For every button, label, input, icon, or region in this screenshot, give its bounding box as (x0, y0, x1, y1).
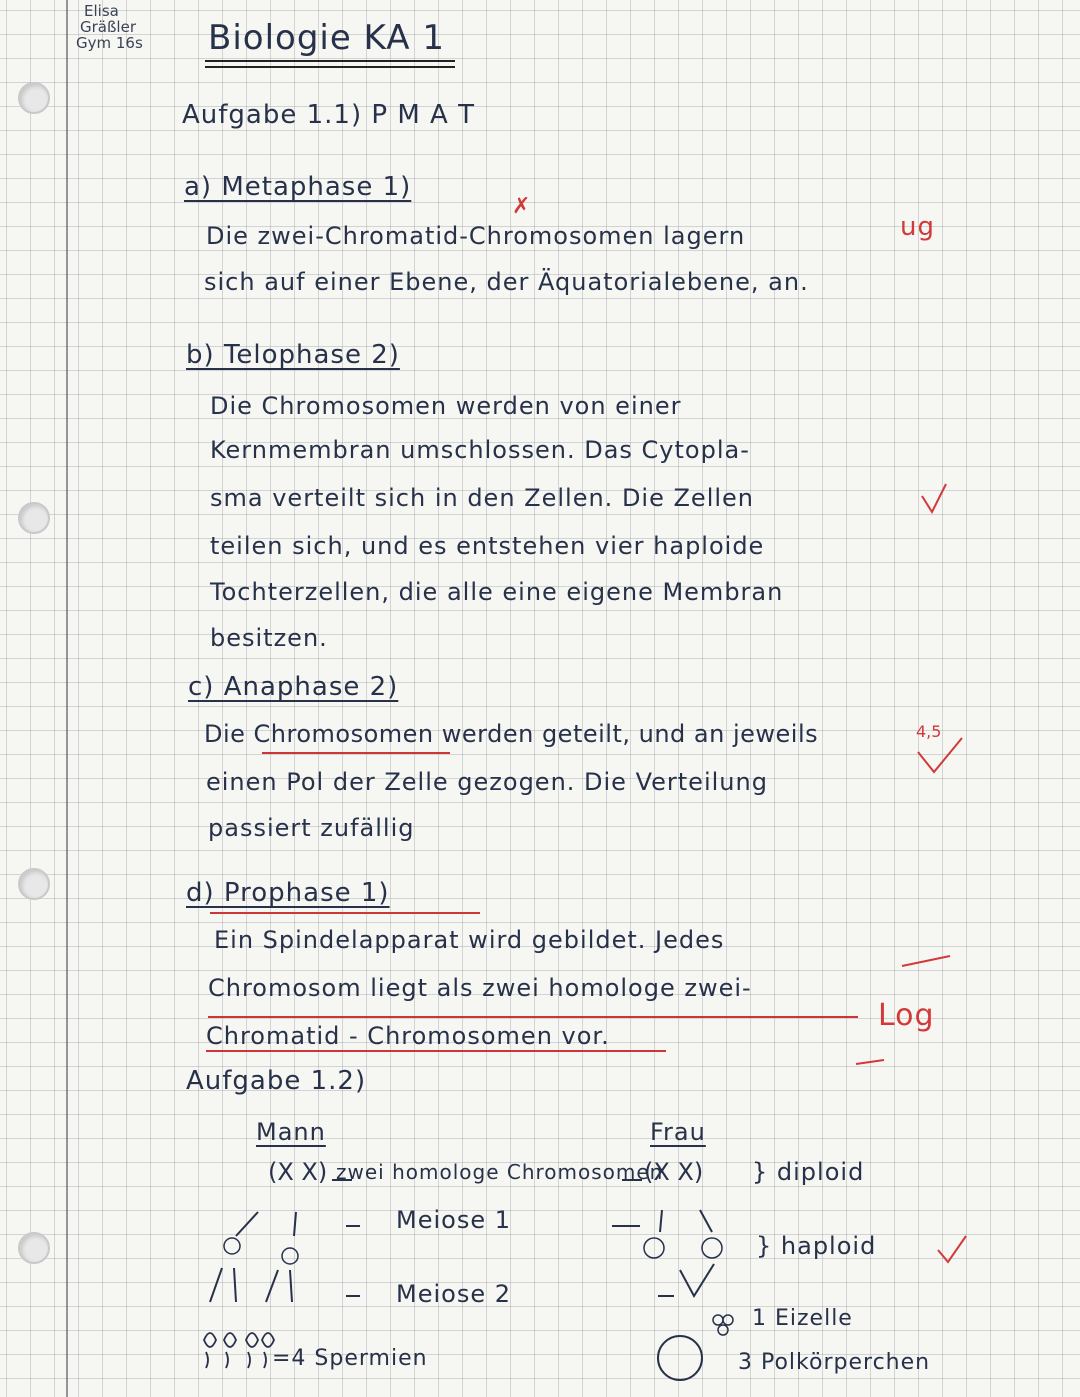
task1d-text-line: Ein Spindelapparat wird gebildet. Jedes (214, 926, 725, 954)
task1a-label: a) Metaphase 1) (184, 172, 412, 202)
task1d-text-line: Chromosom liegt als zwei homologe zwei- (208, 974, 752, 1002)
eizelle-label: 1 Eizelle (752, 1306, 853, 1331)
task1b-label: b) Telophase 2) (186, 340, 400, 370)
task1a-text-line: sich auf einer Ebene, der Äquatorialebene, an. (204, 268, 809, 296)
spermien-drawing (204, 1333, 274, 1368)
diploid-label: } diploid (752, 1158, 865, 1186)
task1-heading: Aufgabe 1.1) P M A T (182, 100, 475, 130)
split-lines-mann-1 (210, 1268, 236, 1302)
task1c-text-line: einen Pol der Zelle gezogen. Die Verteilung (206, 768, 768, 796)
chromosome-pair-frau: (X X) (644, 1158, 704, 1186)
label-mann: Mann (256, 1118, 326, 1146)
homolog-label: zwei homologe Chromosomen (336, 1160, 664, 1184)
task1b-text-line: teilen sich, und es entstehen vier haploide (210, 532, 765, 560)
arrow-frau-left (660, 1210, 662, 1232)
meiose1-label: Meiose 1 (396, 1206, 511, 1234)
task1c-label: c) Anaphase 2) (188, 672, 399, 702)
haploid-label: } haploid (756, 1232, 877, 1260)
author-first-name: Elisa (84, 2, 119, 20)
page-title: Biologie KA 1 (208, 18, 445, 58)
arrow-mann-right (294, 1212, 296, 1236)
polkoerper-label: 3 Polkörperchen (738, 1350, 931, 1375)
spermien-label: =4 Spermien (272, 1346, 428, 1371)
check-mark-b (922, 484, 946, 512)
haploid-cell-mann-2 (282, 1248, 298, 1264)
correction-cross-mark: ✗ (512, 194, 532, 219)
red-dash-mark (902, 956, 950, 966)
task1d-text-line: Chromatid - Chromosomen vor. (206, 1022, 610, 1050)
task1b-text-line: sma verteilt sich in den Zellen. Die Zellen (210, 484, 754, 512)
eizelle-circle (658, 1336, 702, 1380)
split-lines-mann-2 (266, 1270, 292, 1302)
haploid-cell-mann-1 (224, 1238, 240, 1254)
label-frau: Frau (650, 1118, 706, 1146)
task1b-text-line: Tochterzellen, die alle eine eigene Membran (210, 578, 784, 606)
red-dash-mark (856, 1060, 884, 1064)
chromosome-pair-mann: (X X) (268, 1158, 328, 1186)
task1b-text-line: Die Chromosomen werden von einer (210, 392, 682, 420)
polkoerper-drawing (713, 1315, 733, 1335)
v-arrow-frau (680, 1264, 714, 1296)
task1c-text-line: passiert zufällig (208, 814, 415, 842)
check-mark-task2 (938, 1236, 966, 1262)
arrow-frau-right (700, 1210, 712, 1232)
task1c-text-line: Die Chromosomen werden geteilt, und an jeweils (204, 720, 819, 748)
check-mark-c (918, 738, 962, 772)
task1d-label: d) Prophase 1) (186, 878, 390, 908)
author-class: Gym 16s (76, 34, 143, 52)
task1b-text-line: Kernmembran umschlossen. Das Cytopla- (210, 436, 750, 464)
task2-heading: Aufgabe 1.2) (186, 1066, 367, 1096)
meiose2-label: Meiose 2 (396, 1280, 511, 1308)
teacher-mark-d: Log (878, 998, 935, 1033)
teacher-mark-c: 4,5 (916, 722, 942, 741)
author-last-name: Gräßler (80, 18, 136, 36)
task1a-text-line: Die zwei-Chromatid-Chromosomen lagern (206, 222, 746, 250)
teacher-mark-a: ug (900, 212, 935, 242)
haploid-cell-frau-1 (644, 1238, 664, 1258)
haploid-cell-frau-2 (702, 1238, 722, 1258)
task1b-text-line: besitzen. (210, 624, 328, 652)
arrow-mann-left (236, 1212, 258, 1236)
